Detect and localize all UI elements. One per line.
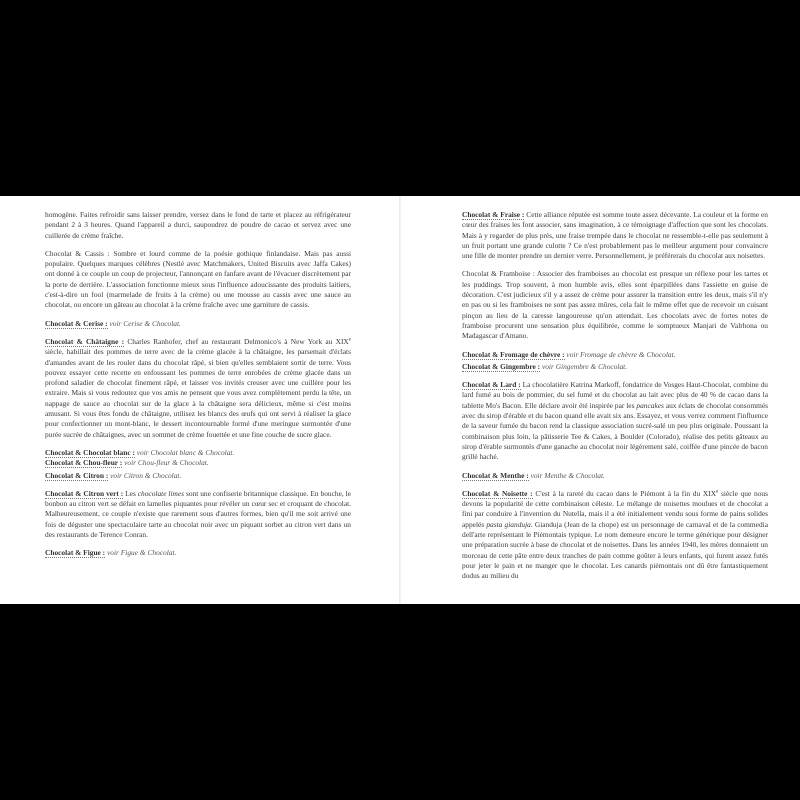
entry-heading[interactable]: Chocolat & Noisette : — [462, 488, 533, 498]
cross-reference[interactable]: voir Gingembre & Chocolat. — [541, 361, 628, 371]
entry-cerise — [45, 319, 351, 329]
book-spread — [0, 196, 800, 604]
entry-heading[interactable]: Chocolat & Gingembre : — [462, 361, 541, 371]
entry-noisette: Chocolat & Noisette : C'est à la rareté du cacao dans le Piémont à la fin du XIXe siècle que nous devons la popularité de cette combinaison céleste. Le mélange de noisettes moulues et de chocolat a fini par conduire à l'invention du Nutella, mais il a été initialement vendu sous forme de pains solides appelés pasta gianduja. Gianduja (Jean de la chope) est un personnage de carnaval et de la commedia dell'arte représentant le Piémontais typique. Le nom demeure encore le terme générique pour désigner une préparation sucrée à base de chocolat et de noisettes. Dans les années 1940, les mères donnaient un morceau de cette pâte entre deux tranches de pain comme goûter à leurs enfants, qui furent assez futés pour jeter le pain et ne manger que le chocolat. Les canards piémontais ont dû être fantastiquement dodus au milieu du — [462, 488, 768, 581]
cross-reference[interactable]: voir Chocolat blanc & Chocolat. — [136, 447, 235, 457]
entry-heading[interactable]: Chocolat & Citron vert : — [45, 488, 124, 498]
cross-reference[interactable]: voir Cerise & Chocolat. — [109, 318, 181, 328]
entry-heading[interactable]: Chocolat & Chou-fleur : — [45, 458, 123, 468]
entry-fromage-chevre — [462, 350, 768, 360]
cross-reference[interactable]: voir Citron & Chocolat. — [110, 470, 182, 480]
cross-reference[interactable]: voir Chou-fleur & Chocolat. — [124, 458, 209, 468]
entry-heading[interactable]: Chocolat & Fraise : — [462, 210, 525, 219]
entry-framboise: Chocolat & Framboise : Associer des framboises au chocolat est presque un réflexe pour les tartes et les puddings. Trop souvent, à mon humble avis, elles sont éparpillées dans l'assiette en guise de décoration. C'est judicieux s'il y a assez de crème pour assurer la transition entre les deux, mais s'il n'y en pas ou si les framboises ne sont pas assez mûres, cela fait le même effet que de recevoir un cuisant pinçon au lieu de la caresse langoureuse qu'on attendait. Les chocolats avec de fortes notes de framboise procurent une sensation plus équilibrée, comme le somptueux Manjari de Valrhona ou Madagascar d'Amano. — [462, 269, 768, 341]
entry-lard: Chocolat & Lard : La chocolatière Katrina Markoff, fondatrice de Vosges Haut-Chocolat, combine du lard fumé au bois de pommier, du sel fumé et du chocolat au lait avec plus de 40 % de cacao dans la tablette Mo's Bacon. Elle déclare avoir été inspirée par les pancakes aux éclats de chocolat consommés avec du sirop d'érable et du bacon quand elle avait six ans. Essayez, et vous verrez comment l'influence de la saveur fumée du bacon rend la classique association sucré-salé un peu plus originale. Poussant la combinaison plus loin, la pâtisserie Tee & Cakes, à Boulder (Colorado), réalise des petits gâteaux au sirop d'érable surmontés d'une ganache au chocolat noir légèrement salé, coiffée d'une pincée de bacon grillé haché. — [462, 380, 768, 462]
paragraph-tart-end: homogène. Faites refroidir sans laisser prendre, versez dans le fond de tarte et placez au réfrigérateur pendant 2 à 3 heures. Quand l'appareil a durci, saupoudrez de poudre de cacao et servez avec une cuillerée de crème fraîche. — [45, 210, 351, 240]
entry-heading[interactable]: Chocolat & Citron : — [45, 470, 109, 480]
entry-heading[interactable]: Chocolat & Châtaigne : — [45, 336, 125, 346]
entry-chocolat-blanc — [45, 448, 351, 458]
entry-heading[interactable]: Chocolat & Menthe : — [462, 470, 529, 480]
page-gutter — [399, 196, 401, 604]
entry-chataigne: Chocolat & Châtaigne : Charles Ranhofer, chef au restaurant Delmonico's à New York au XIXe siècle, habillait des pommes de terre avec de la crème glacée à la châtaigne, les parsemait d'éclats d'amandes avant de les rouler dans du chocolat râpé, si bien qu'elles semblaient sortir de terre. Vous pouvez essayer cette recette en enfoussant les pommes de terre enrobées de crème glacée dans un profond saladier de chocolat finement râpé, et laisser vos invités creuser avec une cuillère pour les extraire. Mais si vous redoutez que vos amis ne pensent que vous avez complètement perdu la tête, un nappage de sauce au chocolat sur de la glace à la châtaigne sera délicieux, même si c'est moins amusant. Si vous êtes fondu de châtaigne, utilisez les blancs des œufs qui ont servi à réaliser la glace pour confectionner un mont-blanc, le dessert incontournable formé d'une meringue surmontée d'une purée sucrée de châtaignes, avec un sommet de crème fouettée et une fine couche de sucre glace. — [45, 336, 351, 439]
left-page — [45, 210, 351, 594]
cross-reference[interactable]: voir Menthe & Chocolat. — [530, 470, 605, 480]
entry-heading[interactable]: Chocolat & Chocolat blanc : — [45, 447, 135, 457]
entry-chou-fleur — [45, 458, 351, 468]
entry-gingembre — [462, 362, 768, 372]
entry-cassis: Chocolat & Cassis : Sombre et lourd comme de la poésie gothique finlandaise. Mais pas aussi populaire. Quelques marques célèbres (Nestlé avec Matchmakers, United Biscuits avec Jaffa Cakes) ont donné à ce couple un coup de projecteur, l'annonçant en fanfare avant de l'évacuer discrètement par la porte de derrière. L'association fonctionne mieux sous l'influence adoucissante des produits laitiers, c'est-à-dire un fool (marmelade de fruits à la crème) ou une mousse au cassis avec une sauce au chocolat, ou encore un gâteau au chocolat à la crème fraîche avec une garniture de cassis. — [45, 248, 351, 310]
right-page — [462, 210, 768, 594]
entry-heading[interactable]: Chocolat & Figue : — [45, 548, 106, 558]
cross-reference[interactable]: voir Figue & Chocolat. — [107, 548, 177, 558]
entry-citron — [45, 471, 351, 481]
entry-fraise: Chocolat & Fraise : Cette alliance réputée est somme toute assez décevante. La couleur et la forme en cœur des fraises les font associer, sans imagination, à ce témoignage d'affection que sont les chocolats. Mais à y regarder de plus près, une fraise trempée dans le chocolat ne ressemble-t-elle pas seulement à un fruit portant une grande culotte ? Ce n'est probablement pas le meilleur argument pour convaincre une fille de monter prendre un dernier verre. Personnellement, je préférerais du chocolat aux noisettes. — [462, 210, 768, 261]
entry-heading[interactable]: Chocolat & Cerise : — [45, 318, 108, 328]
entry-heading[interactable]: Chocolat & Fromage de chèvre : — [462, 349, 565, 359]
cross-reference[interactable]: voir Fromage de chèvre & Chocolat. — [566, 349, 676, 359]
entry-citron-vert: Chocolat & Citron vert : Les chocolate limes sont une confiserie britannique classique. En bouche, le bonbon au citron vert se défait en lamelles piquantes pour révéler un cœur sec et croquant de chocolat. Malheureusement, ce couple n'existe que rarement sous d'autres formes, bien qu'il me soit arrivé une fois de déguster une spectaculaire tarte au chocolat noir avec un piquant sorbet au citron vert dans un des restaurants de Terence Conran. — [45, 488, 351, 540]
entry-menthe — [462, 471, 768, 481]
entry-figue — [45, 548, 351, 558]
entry-heading[interactable]: Chocolat & Lard : — [462, 380, 521, 390]
